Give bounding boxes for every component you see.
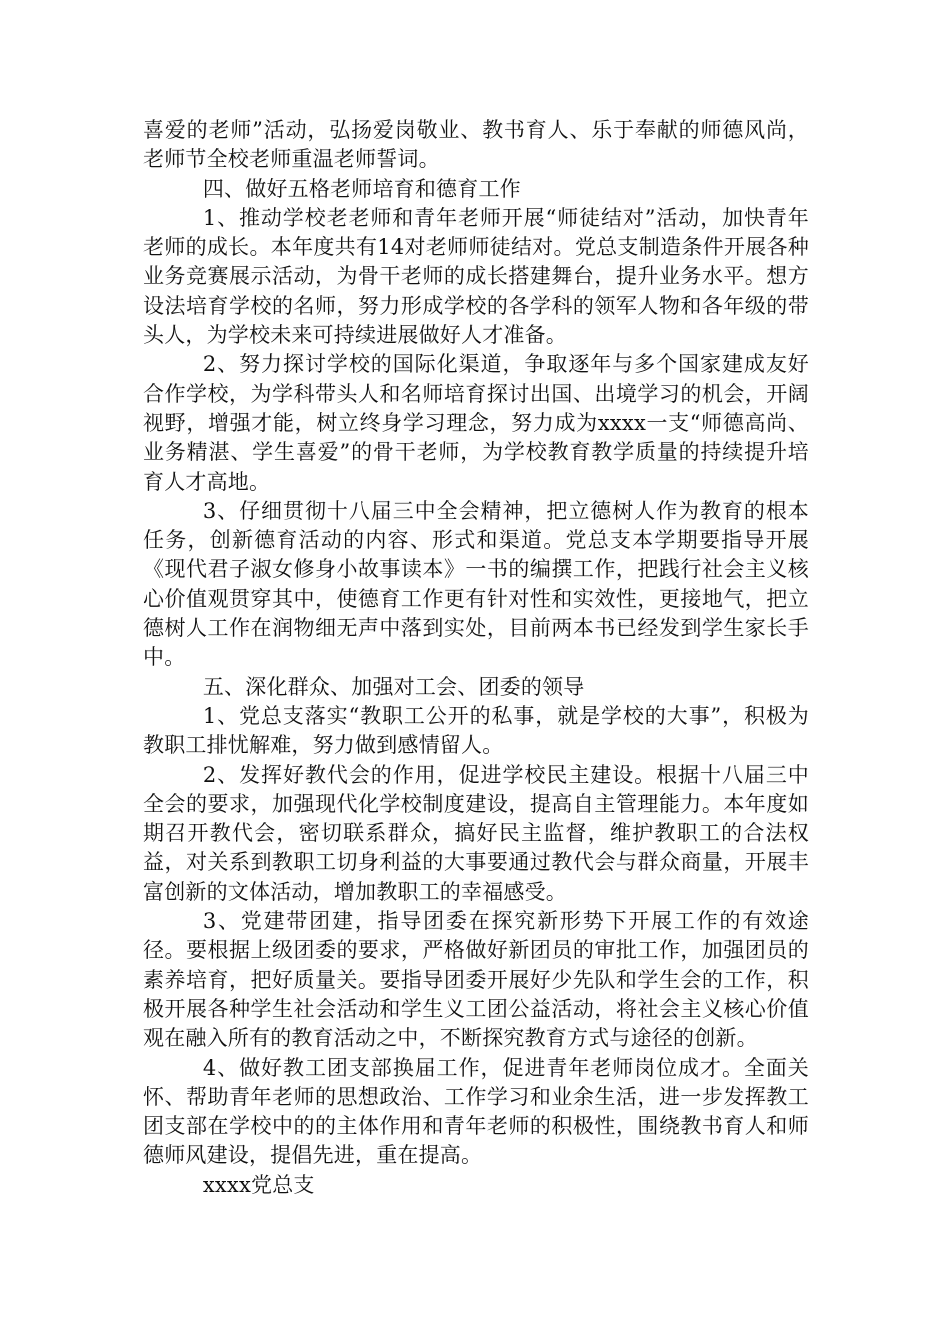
paragraph-four-2: 2、努力探讨学校的国际化渠道，争取逐年与多个国家建成友好合作学校，为学科带头人和名师培育探讨出国、出境学习的机会，开阔视野，增强才能，树立终身学习理念，努力成为xxxx一支“师德高尚、业务精湛、学生喜爱”的骨干老师，为学校教育教学质量的持续提升培育人才高地。 (143, 352, 809, 494)
paragraph-continuation: 喜爱的老师”活动，弘扬爱岗敬业、教书育人、乐于奉献的师德风尚，老师节全校老师重温老师誓词。 (143, 118, 809, 172)
paragraph-four-1: 1、推动学校老老师和青年老师开展“师徒结对”活动，加快青年老师的成长。本年度共有14对老师师徒结对。党总支制造条件开展各种业务竞赛展示活动，为骨干老师的成长搭建舞台，提升业务水平。想方设法培育学校的名师，努力形成学校的各学科的领军人物和各年级的带头人，为学校未来可持续进展做好人才准备。 (143, 205, 809, 348)
section-heading-four: 四、做好五格老师培育和德育工作 (202, 176, 521, 201)
paragraph-five-3: 3、党建带团建，指导团委在探究新形势下开展工作的有效途径。要根据上级团委的要求，严格做好新团员的审批工作，加强团员的素养培育，把好质量关。要指导团委开展好少先队和学生会的工作，积极开展各种学生社会活动和学生义工团公益活动，将社会主义核心价值观在融入所有的教育活动之中，不断探究教育方式与途径的创新。 (143, 909, 809, 1051)
signature: xxxx党总支 (202, 1172, 315, 1197)
paragraph-four-3: 3、仔细贯彻十八届三中全会精神，把立德树人作为教育的根本任务，创新德育活动的内容、形式和渠道。党总支本学期要指导开展《现代君子淑女修身小故事读本》一书的编撰工作，把践行社会主义核心价值观贯穿其中，使德育工作更有针对性和实效性，更接地气，把立德树人工作在润物细无声中落到实处，目前两本书已经发到学生家长手中。 (143, 498, 809, 670)
paragraph-five-2: 2、发挥好教代会的作用，促进学校民主建设。根据十八届三中全会的要求，加强现代化学校制度建设，提高自主管理能力。本年度如期召开教代会，密切联系群众，搞好民主监督，维护教职工的合法权益，对关系到教职工切身利益的大事要通过教代会与群众商量，开展丰富创新的文体活动，增加教职工的幸福感受。 (143, 762, 809, 904)
section-heading-five: 五、深化群众、加强对工会、团委的领导 (202, 674, 585, 699)
paragraph-five-4: 4、做好教工团支部换届工作，促进青年老师岗位成才。全面关怀、帮助青年老师的思想政治、工作学习和业余生活，进一步发挥教工团支部在学校中的的主体作用和青年老师的积极性，围绕教书育人和师德师风建设，提倡先进，重在提高。 (143, 1055, 809, 1168)
paragraph-five-1: 1、党总支落实“教职工公开的私事，就是学校的大事”，积极为教职工排忧解难，努力做到感情留人。 (143, 703, 809, 758)
document-body (143, 116, 809, 1200)
